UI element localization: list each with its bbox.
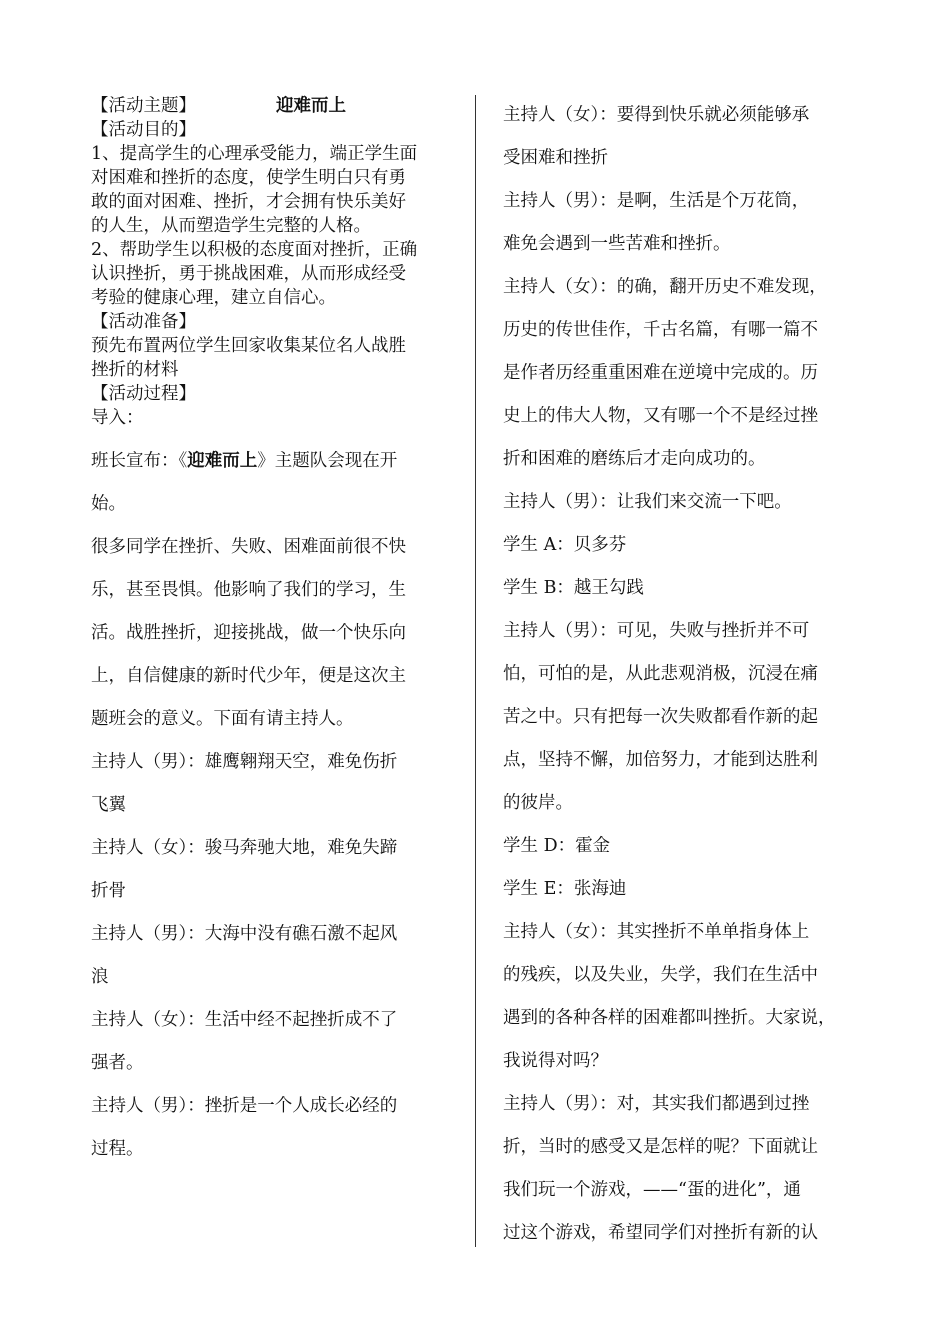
body-line: 史上的伟大人物，又有哪一个不是经过挫 — [503, 406, 818, 426]
body-line: 折骨 — [91, 881, 126, 901]
body-line: 主持人（男）：大海中没有礁石激不起风 — [91, 924, 398, 944]
body-line: 主持人（女）：骏马奔驰大地，难免失蹄 — [91, 838, 398, 858]
purpose-line: 2、帮助学生以积极的态度面对挫折，正确 — [91, 240, 418, 260]
purpose-line: 考验的健康心理，建立自信心。 — [91, 288, 336, 308]
purpose-text — [91, 142, 451, 310]
body-line: 主持人（男）：对，其实我们都遇到过挫 — [503, 1094, 810, 1114]
body-line: 强者。 — [91, 1053, 144, 1073]
body-line: 主持人（男）：让我们来交流一下吧。 — [503, 492, 792, 512]
monitor-bold-title: 迎难而上 — [187, 451, 258, 471]
body-line: 历史的传世佳作，千古名篇，有哪一篇不 — [503, 320, 818, 340]
body-line: 难免会遇到一些苦难和挫折。 — [503, 234, 731, 254]
body-line: 主持人（女）：的确，翻开历史不难发现， — [503, 277, 827, 297]
column-divider — [475, 95, 476, 1247]
body-line: 过这个游戏，希望同学们对挫折有新的认 — [503, 1223, 818, 1243]
body-line: 学生 D：霍金 — [503, 836, 611, 856]
body-line: 主持人（女）：要得到快乐就必须能够承 — [503, 105, 810, 125]
body-line: 飞翼 — [91, 795, 126, 815]
prep-line: 挫折的材料 — [91, 360, 179, 380]
body-line: 怕，可怕的是，从此悲观消极，沉浸在痛 — [503, 664, 818, 684]
purpose-line: 1、提高学生的心理承受能力，端正学生面 — [91, 144, 418, 164]
body-line: 是作者历经重重困难在逆境中完成的。历 — [503, 363, 818, 383]
prep-line: 预先布置两位学生回家收集某位名人战胜 — [91, 336, 406, 356]
body-line: 苦之中。只有把每一次失败都看作新的起 — [503, 707, 818, 727]
monitor-prefix: 班长宣布：《 — [91, 451, 188, 471]
body-line: 的彼岸。 — [503, 793, 573, 813]
body-line: 学生 B：越王勾践 — [503, 578, 644, 598]
body-line: 始。 — [91, 494, 126, 514]
body-line: 上，自信健康的新时代少年，便是这次主 — [91, 666, 406, 686]
purpose-line: 对困难和挫折的态度，使学生明白只有勇 — [91, 168, 406, 188]
body-line: 受困难和挫折 — [503, 148, 608, 168]
purpose-line: 的人生，从而塑造学生完整的人格。 — [91, 216, 371, 236]
monitor-suffix: 》主题队会现在开 — [257, 451, 398, 471]
body-line: 乐，甚至畏惧。他影响了我们的学习，生 — [91, 580, 406, 600]
body-line: 题班会的意义。下面有请主持人。 — [91, 709, 354, 729]
body-line: 主持人（女）：其实挫折不单单指身体上 — [503, 922, 810, 942]
theme-label: 【活动主题】 — [91, 96, 196, 116]
body-line: 主持人（男）：是啊，生活是个万花筒， — [503, 191, 810, 211]
right-column — [503, 94, 865, 1255]
body-line: 我说得对吗？ — [503, 1051, 608, 1071]
left-column — [91, 94, 451, 1171]
body-line: 主持人（男）：挫折是一个人成长必经的 — [91, 1096, 398, 1116]
purpose-label: 【活动目的】 — [91, 120, 196, 140]
body-line: 的残疾，以及失业，失学，我们在生活中 — [503, 965, 818, 985]
body-line: 我们玩一个游戏，——“蛋的进化”，通 — [503, 1180, 801, 1200]
purpose-line: 认识挫折，勇于挑战困难，从而形成经受 — [91, 264, 406, 284]
body-line: 活。战胜挫折，迎接挑战，做一个快乐向 — [91, 623, 406, 643]
theme-title: 迎难而上 — [276, 96, 346, 116]
body-line: 学生 E：张海迪 — [503, 879, 627, 899]
process-label: 【活动过程】 — [91, 384, 196, 404]
body-line: 折，当时的感受又是怎样的呢？下面就让 — [503, 1137, 818, 1157]
body-line: 主持人（男）：雄鹰翱翔天空，难免伤折 — [91, 752, 398, 772]
intro-heading: 导入： — [91, 408, 144, 428]
body-line: 点，坚持不懈，加倍努力，才能到达胜利 — [503, 750, 818, 770]
body-line: 主持人（女）：生活中经不起挫折成不了 — [91, 1010, 398, 1030]
body-line: 很多同学在挫折、失败、困难面前很不快 — [91, 537, 406, 557]
monitor-announcement — [91, 440, 451, 483]
body-line: 学生 A：贝多芬 — [503, 535, 627, 555]
body-line: 主持人（男）：可见，失败与挫折并不可 — [503, 621, 810, 641]
theme-row — [91, 94, 451, 118]
body-line: 折和困难的磨练后才走向成功的。 — [503, 449, 766, 469]
process-body — [91, 440, 451, 1171]
prep-label: 【活动准备】 — [91, 312, 196, 332]
body-line: 过程。 — [91, 1139, 144, 1159]
body-line: 浪 — [91, 967, 109, 987]
purpose-line: 敢的面对困难、挫折，才会拥有快乐美好 — [91, 192, 406, 212]
body-line: 遇到的各种各样的困难都叫挫折。大家说， — [503, 1008, 836, 1028]
